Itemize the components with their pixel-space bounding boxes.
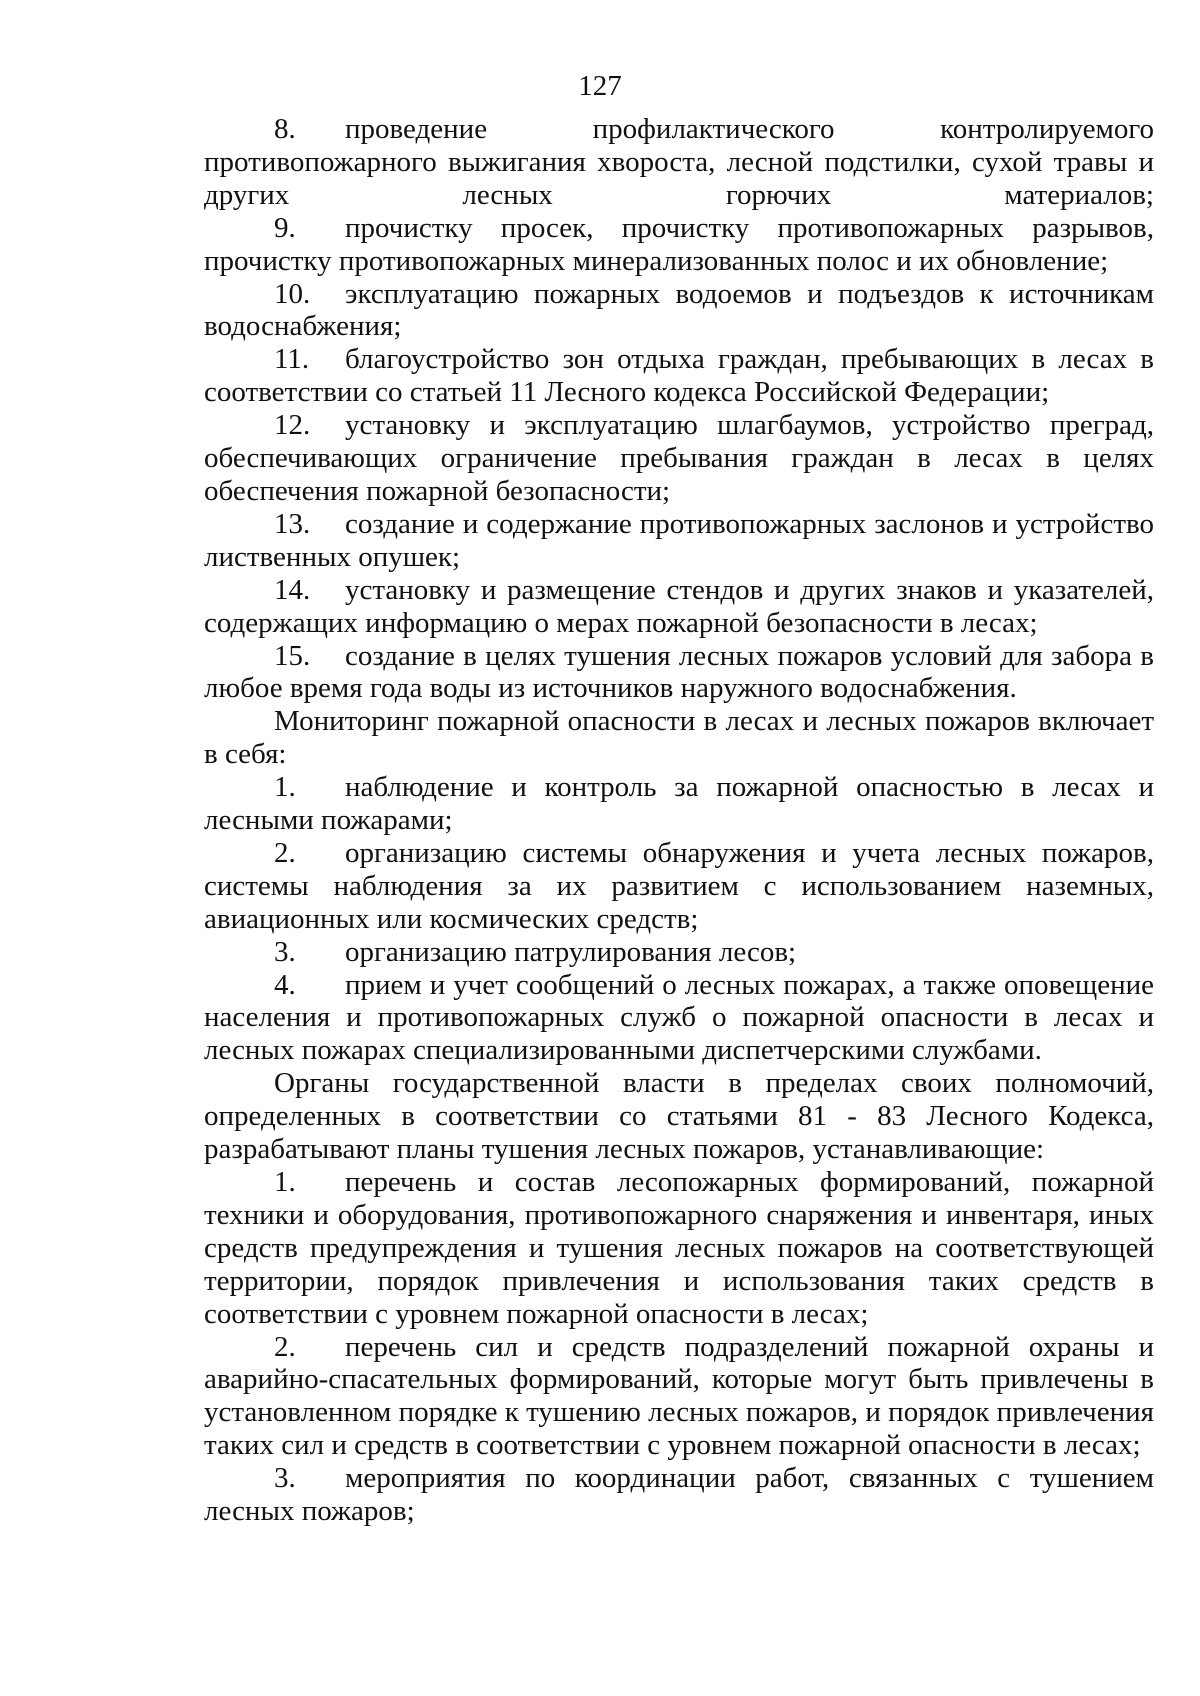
list-item-9 (204, 212, 1154, 278)
item-number: 10. (274, 277, 311, 310)
item-number: 3. (274, 1462, 296, 1495)
item-text: прием и учет сообщений о лесных пожарах, а также оповещение населения и противопожарных служб о пожарной опасности в лесах и лесных пожарах специализированными диспетчерскими службами. (204, 968, 1154, 1067)
item-number: 12. (274, 409, 311, 442)
list-item-3 (204, 936, 1154, 969)
item-text: установку и эксплуатацию шлагбаумов, устройство преград, обеспечивающих ограничение пребывания граждан в лесах в целях обеспечения пожарной безопасности; (204, 409, 1154, 507)
item-text: перечень и состав лесопожарных формирований, пожарной техники и оборудования, противопожарного снаряжения и инвентаря, иных средств предупреждения и тушения лесных пожаров на соответствующей территории, порядок привлечения и использования таких средств в соответствии с уровнем пожарной опасности в лесах; (204, 1166, 1154, 1330)
item-text: прочистку просек, прочистку противопожарных разрывов, прочистку противопожарных минерализованных полос и их обновление; (204, 211, 1154, 277)
list-item-11 (204, 343, 1154, 409)
item-text: организацию системы обнаружения и учета лесных пожаров, системы наблюдения за их развитием с использованием наземных, авиационных или космических средств; (204, 836, 1154, 935)
item-number: 4. (274, 968, 296, 1001)
item-number: 2. (274, 836, 296, 869)
list-item-8 (204, 113, 1154, 212)
list-item-15 (204, 640, 1154, 706)
item-number: 8. (274, 113, 296, 145)
item-number: 9. (274, 211, 296, 244)
paragraph-monitoring: Мониторинг пожарной опасности в лесах и лесных пожаров включает в себя: (204, 705, 1154, 771)
item-number: 14. (274, 573, 311, 606)
list-item-3 (204, 1462, 1154, 1528)
item-number: 3. (274, 935, 296, 968)
item-text: наблюдение и контроль за пожарной опасностью в лесах и лесными пожарами; (204, 771, 1154, 837)
document-body (204, 113, 1154, 1528)
item-number: 13. (274, 507, 311, 540)
list-item-1 (204, 771, 1154, 837)
list-item-4 (204, 969, 1154, 1068)
item-text: организацию патрулирования лесов; (345, 935, 797, 968)
paragraph-authorities: Органы государственной власти в пределах своих полномочий, определенных в соответствии со статьями 81 - 83 Лесного Кодекса, разрабатывают планы тушения лесных пожаров, устанавливающие: (204, 1067, 1154, 1166)
item-text: установку и размещение стендов и других знаков и указателей, содержащих информацию о мерах пожарной безопасности в лесах; (204, 573, 1154, 639)
list-item-10 (204, 278, 1154, 344)
list-item-14 (204, 574, 1154, 640)
item-text: создание в целях тушения лесных пожаров условий для забора в любое время года воды из источников наружного водоснабжения. (204, 639, 1154, 705)
item-text: создание и содержание противопожарных заслонов и устройство лиственных опушек; (204, 507, 1154, 573)
list-item-13 (204, 508, 1154, 574)
list-item-12 (204, 409, 1154, 508)
item-text: перечень сил и средств подразделений пожарной охраны и аварийно-спасательных формирований, которые могут быть привлечены в установленном порядке к тушению лесных пожаров, и порядок привлечения таких сил и средств в соответствии с уровнем пожарной опасности в лесах; (204, 1330, 1154, 1462)
item-number: 11. (274, 343, 310, 376)
item-number: 1. (274, 771, 296, 804)
list-item-2 (204, 1331, 1154, 1463)
item-text: благоустройство зон отдыха граждан, пребывающих в лесах в соответствии со статьей 11 Лесного кодекса Российской Федерации; (204, 343, 1154, 409)
list-item-2 (204, 837, 1154, 936)
item-text: эксплуатацию пожарных водоемов и подъездов к источникам водоснабжения; (204, 277, 1154, 343)
item-number: 15. (274, 639, 311, 672)
item-text: мероприятия по координации работ, связанных с тушением лесных пожаров; (204, 1462, 1154, 1528)
item-number: 2. (274, 1330, 296, 1363)
page-number: 127 (578, 70, 622, 102)
list-item-1 (204, 1166, 1154, 1331)
item-text: проведение профилактического контролируемого противопожарного выжигания хвороста, лесной подстилки, сухой травы и других лесных горючих материалов; (204, 113, 1154, 211)
item-number: 1. (274, 1166, 296, 1198)
